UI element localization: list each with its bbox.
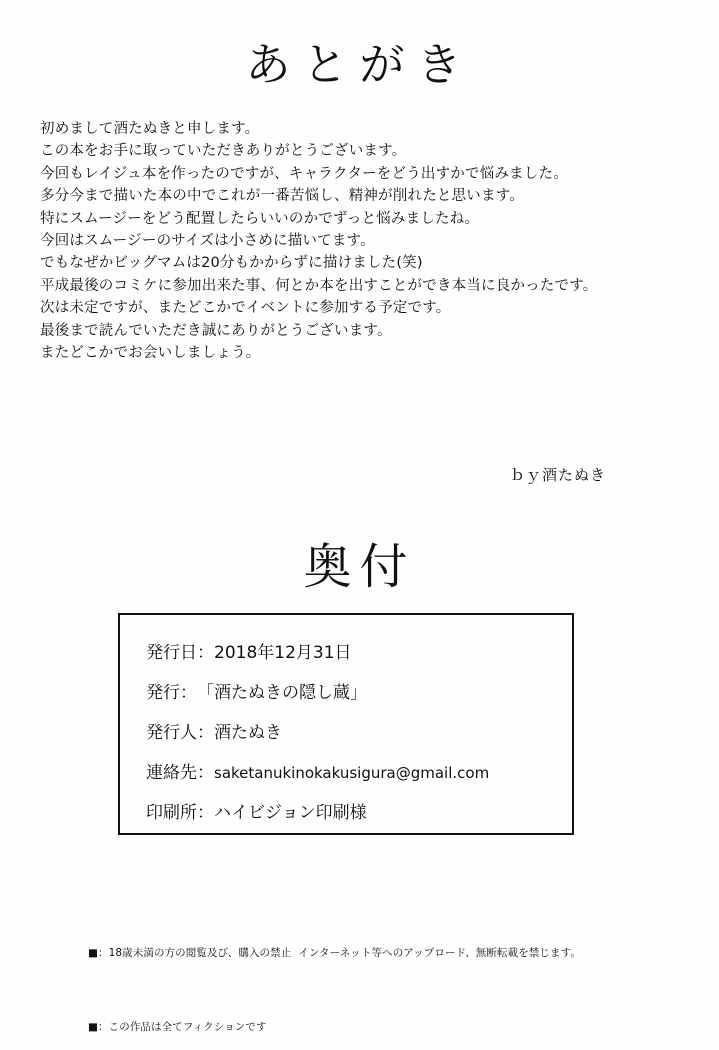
- fiction-disclaimer-notice: ■：この作品は全てフィクションです: [88, 1021, 267, 1033]
- afterword-line: でもなぜかビッグマムは20分もかからずに描けました(笑): [40, 255, 423, 272]
- afterword-line: 今回もレイジュ本を作ったのですが、キャラクターをどう出すかで悩みました。: [40, 165, 568, 182]
- afterword-line: 特にスムージーをどう配置したらいいのかでずっと悩みましたね。: [40, 210, 480, 227]
- afterword-line: 今回はスムージーのサイズは小さめに描いてます。: [40, 233, 375, 250]
- colophon-label: 発行日：: [146, 643, 214, 663]
- afterword-line: またどこかでお会いしましょう。: [40, 345, 261, 362]
- colophon-row: [146, 673, 546, 713]
- colophon-label: 発行：: [146, 683, 197, 703]
- colophon-row: [146, 793, 546, 833]
- colophon-value: 酒たぬき: [214, 723, 282, 743]
- colophon-row-contact: [146, 753, 546, 793]
- colophon-value: 2018年12月31日: [214, 643, 352, 663]
- afterword-line: 次は未定ですが、またどこかでイベントに参加する予定です。: [40, 300, 451, 317]
- afterword-line: 最後まで読んでいただき誠にありがとうございます。: [40, 322, 392, 339]
- author-signature: ｂｙ酒たぬき: [509, 466, 606, 484]
- colophon-row: [146, 713, 546, 753]
- colophon-box: [118, 613, 574, 835]
- colophon-value: ハイビジョン印刷様: [214, 803, 367, 823]
- colophon-label: 発行人：: [146, 723, 214, 743]
- colophon-value: 「酒たぬきの隠し蔵」: [197, 683, 367, 703]
- afterword-body: [40, 118, 685, 484]
- colophon-label: 連絡先：: [146, 763, 214, 783]
- contact-email[interactable]: saketanukinokakusigura@gmail.com: [214, 764, 490, 782]
- afterword-line: 多分今まで描いた本の中でこれが一番苦悩し、精神が削れたと思います。: [40, 188, 524, 205]
- colophon-heading: 奥付: [303, 539, 416, 595]
- afterword-line: 平成最後のコミケに参加出来た事、何とか本を出すことができ本当に良かったです。: [40, 277, 598, 294]
- colophon-row: [146, 633, 546, 673]
- afterword-line: 初めまして酒たぬきと申します。: [40, 121, 260, 137]
- afterword-line: この本をお手に取っていただきありがとうございます。: [40, 143, 407, 160]
- age-restriction-notice: ■：18歳未満の方の閲覧及び、購入の禁止 インターネット等へのアップロード、無断転載を禁じます。: [88, 947, 581, 959]
- afterword-heading: あとがき: [245, 38, 474, 91]
- colophon-label: 印刷所：: [146, 803, 214, 823]
